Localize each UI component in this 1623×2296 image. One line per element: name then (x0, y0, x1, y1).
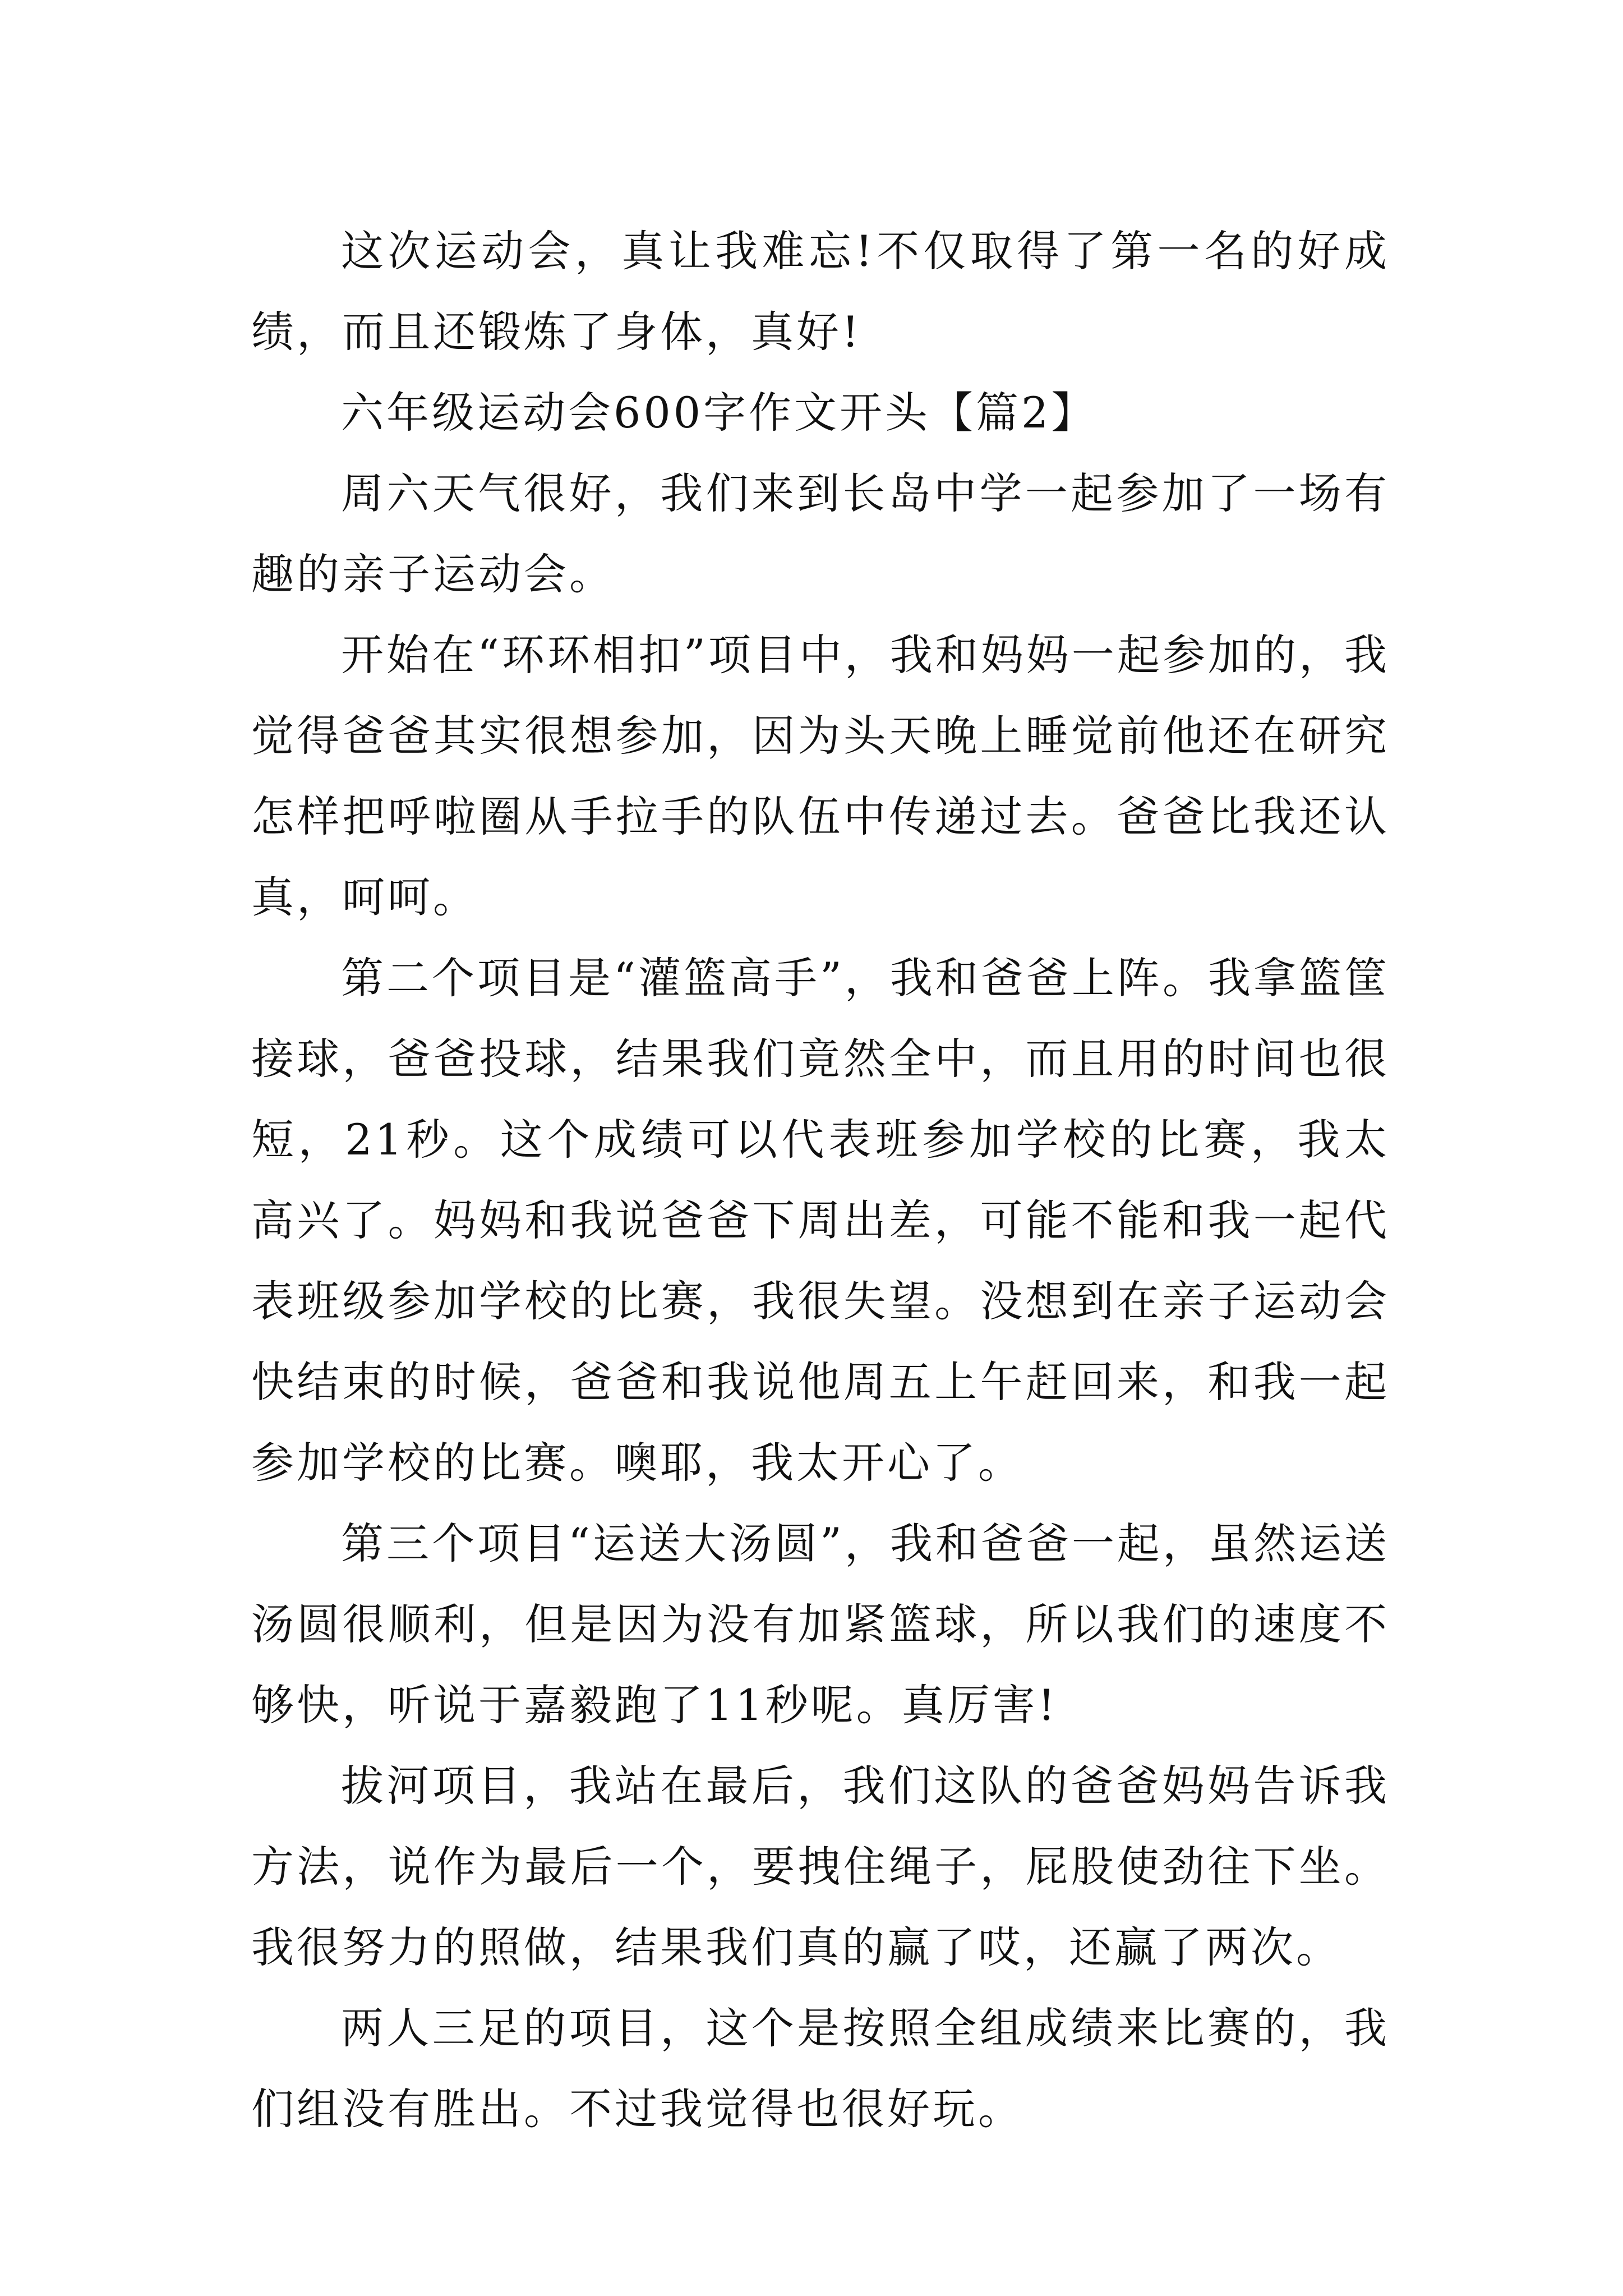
paragraph-event-tug-of-war: 拔河项目，我站在最后，我们这队的爸爸妈妈告诉我方法，说作为最后一个，要拽住绳子，屁股使劲往下坐。我很努力的照做，结果我们真的赢了哎，还赢了两次。 (251, 1761, 1390, 1972)
section-heading: 六年级运动会600字作文开头【篇2】 (341, 388, 1097, 438)
paragraph-intro: 周六天气很好，我们来到长岛中学一起参加了一场有趣的亲子运动会。 (251, 468, 1390, 599)
paragraph-event-basketball: 第二个项目是“灌篮高手”，我和爸爸上阵。我拿篮筐接球，爸爸投球，结果我们竟然全中，而且用的时间也很短，21秒。这个成绩可以代表班参加学校的比赛，我太高兴了。妈妈和我说爸爸下周出差，可能不能和我一起代表班级参加学校的比赛，我很失望。没想到在亲子运动会快结束的时候，爸爸和我说他周五上午赶回来，和我一起参加学校的比赛。噢耶，我太开心了。 (251, 953, 1390, 1488)
paragraph-event-three-legged: 两人三足的项目，这个是按照全组成绩来比赛的，我们组没有胜出。不过我觉得也很好玩。 (251, 2003, 1390, 2134)
paragraph-conclusion: 这次运动会，真让我难忘!不仅取得了第一名的好成绩，而且还锻炼了身体，真好! (251, 226, 1390, 357)
paragraph-event-rings: 开始在“环环相扣”项目中，我和妈妈一起参加的，我觉得爸爸其实很想参加，因为头天晚上睡觉前他还在研究怎样把呼啦圈从手拉手的队伍中传递过去。爸爸比我还认真，呵呵。 (251, 630, 1390, 922)
document-body (251, 211, 1390, 2150)
paragraph-event-tangyuan: 第三个项目“运送大汤圆”，我和爸爸一起，虽然运送汤圆很顺利，但是因为没有加紧篮球，所以我们的速度不够快，听说于嘉毅跑了11秒呢。真厉害! (251, 1519, 1390, 1730)
